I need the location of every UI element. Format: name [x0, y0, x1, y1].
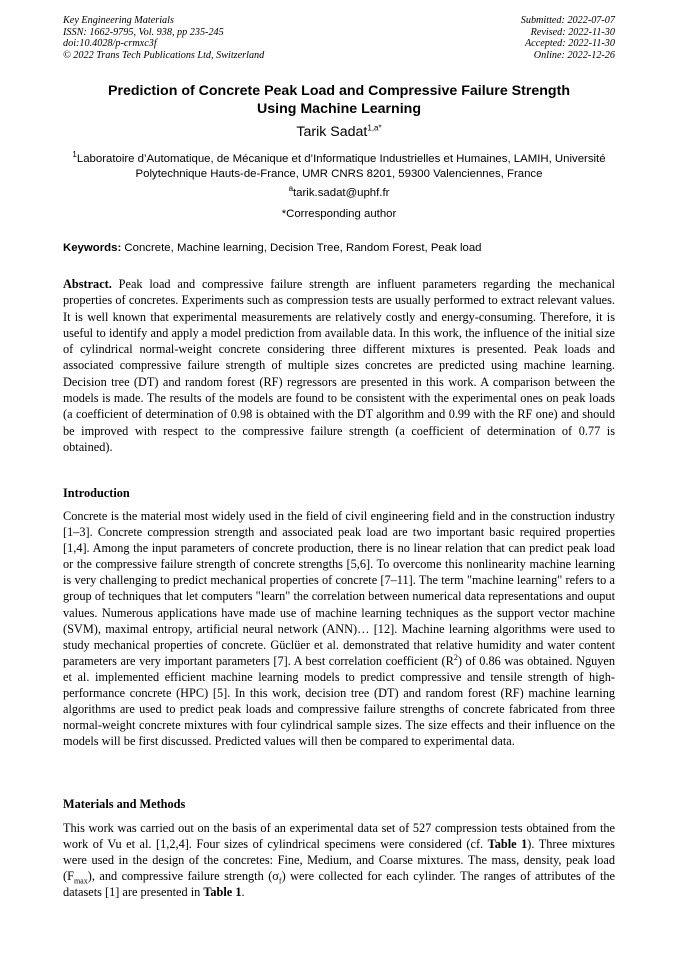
- affiliation: [63, 152, 615, 182]
- intro-text-2: ) of 0.86 was obtained. Nguyen et al. implemented efficient machine learning models to predict compressive and tensile strength of high-performance concrete (HPC) [5]. In this work, decision tree (DT) and random forest (RF) machine learning algorithms are used to predict peak loads and compressive failure strengths of concrete fabricated from three normal-weight concrete mixtures with four cylindrical sample sizes. The size effects and their influence on the models will be first discussed. Predicted values will then be compared to experimental data.: [63, 653, 615, 749]
- copyright: © 2022 Trans Tech Publications Ltd, Switzerland: [63, 49, 265, 61]
- abstract-label: Abstract.: [63, 277, 112, 291]
- mm-text-1: This work was carried out on the basis of an experimental data set of 527 compression tests obtained from the work of Vu et al. [1,2,4]. Four sizes of cylindrical specimens were considered (cf.: [63, 821, 615, 852]
- mm-text-3: ), and compressive failure strength (σ: [87, 869, 279, 884]
- table-1-reference-2[interactable]: Table 1: [203, 885, 242, 900]
- subscript-max: max: [73, 876, 88, 886]
- issn: ISSN: 1662-9795, Vol. 938, pp 235-245: [63, 26, 224, 38]
- mm-text-5: .: [241, 885, 245, 900]
- doi[interactable]: doi:10.4028/p-crmxc3f: [63, 38, 157, 50]
- header-right: [521, 15, 615, 61]
- introduction-body: [63, 508, 615, 749]
- title-line-2: Using Machine Learning: [257, 100, 421, 117]
- intro-text-1: Concrete is the material most widely used in the field of civil engineering field and in the construction industry [1–3]. Concrete compression strength and associated peak load are two important basic required properties [1,4]. Among the input parameters of concrete production, there is no linear relation that can predict peak load or the compressive failure strength of concrete strengths [5,6]. To overcome this nonlinearity machine learning is very challenging to predict mechanical properties of concrete [7–11]. The term "machine learning" refers to a group of techniques that let computers "learn" the correlation between numerical data representations and ouput values. Numerous applications have made use of machine learning techniques as the support vector machine (SVM), maximal entropy, artificial neural network (ANN)… [12]. Machine learning algorithms were used to study mechanical properties of concrete. Güclüer et al. demonstrated that relative humidity and water content parameters are very important parameters [7]. A best correlation coefficient (R: [63, 509, 615, 668]
- affiliation-text: Laboratoire d’Automatique, de Mécanique et d’Informatique Industrielles et Humaines, LAMIH, Université Polytechnique Hauts-de-France, UMR CNRS 8201, 59300 Valenciennes, France: [76, 153, 606, 181]
- author-superscript: 1,a*: [367, 123, 382, 133]
- author-name: Tarik Sadat: [296, 124, 368, 140]
- journal-name: Key Engineering Materials: [63, 15, 174, 26]
- subscript-f: f: [278, 876, 282, 886]
- affiliation-superscript: 1: [72, 150, 77, 160]
- email: [63, 186, 615, 200]
- email-superscript: a: [288, 184, 294, 194]
- submitted-date: Submitted: 2022-07-07: [520, 15, 615, 26]
- materials-methods-heading: Materials and Methods: [63, 797, 186, 811]
- header-left: [63, 15, 264, 61]
- abstract-text: Peak load and compressive failure strength are influent parameters regarding the mechanical properties of concretes. Experiments such as compression tests are usually performed to extract relevant values. It is well known that experimental measurements are relatively costly and energy-consuming. Therefore, it is useful to identify and apply a model prediction from available data. In this work, the influence of the initial size of cylindrical normal-weight concrete considering three different mixtures is presented. Peak loads and associated compressive failure strength of multiple sizes concretes are predicted using machine learning. Decision tree (DT) and random forest (RF) regressors are presented in this work. A comparison between the models is made. The results of the models are found to be consistent with the experimental ones on peak loads (a coefficient of determination of 0.98 is obtained with the DT algorithm and 0.99 with the RF one) and should be improved with respect to the compressive failure strength (a coefficient of determination of 0.77 is obtained).: [63, 277, 615, 454]
- online-date: Online: 2022-12-26: [533, 49, 615, 61]
- keywords-list: Concrete, Machine learning, Decision Tree, Random Forest, Peak load: [124, 242, 482, 254]
- materials-methods-body: [63, 820, 615, 900]
- mm-text-4: ) were collected for each cylinder. The ranges of attributes of the datasets [1] are presented in: [63, 869, 615, 900]
- keywords-label: Keywords:: [63, 242, 122, 254]
- keywords: [63, 241, 615, 255]
- introduction-heading: Introduction: [63, 486, 130, 500]
- title-line-1: Prediction of Concrete Peak Load and Compressive Failure Strength: [108, 83, 570, 99]
- accepted-date: Accepted: 2022-11-30: [524, 38, 615, 50]
- mm-text-2: ). Three mixtures were used in the design of the concretes: Fine, Medium, and Coarse mixtures. The mass, density, peak load (F: [63, 837, 615, 884]
- revised-date: Revised: 2022-11-30: [530, 26, 615, 38]
- author: [63, 124, 615, 141]
- email-address[interactable]: tarik.sadat@uphf.fr: [293, 187, 390, 199]
- intro-superscript: 2: [453, 652, 458, 662]
- abstract: [63, 276, 615, 455]
- corresponding-author-note: *Corresponding author: [281, 208, 397, 220]
- table-1-reference[interactable]: Table 1: [487, 837, 528, 852]
- paper-title: [63, 83, 615, 118]
